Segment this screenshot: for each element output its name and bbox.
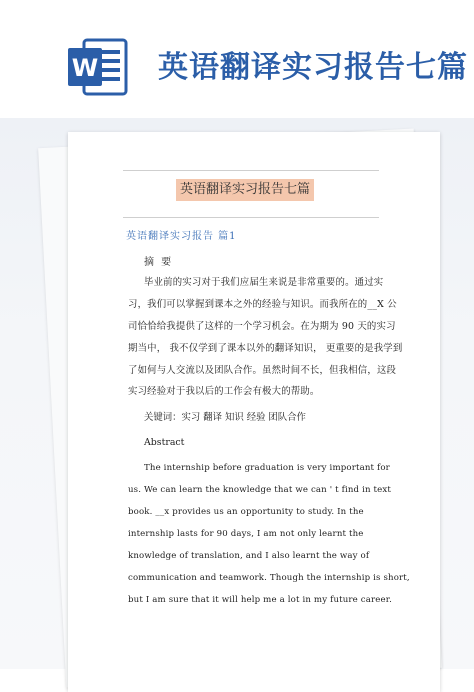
abstract-cn-line: 了如何与人交流以及团队合作。虽然时间不长，但我相信，这段 [128, 365, 397, 376]
abstract-en-line: but I am sure that it will help me a lot in my future career. [128, 595, 392, 605]
abstract-en-line: The internship before graduation is very important for [144, 463, 390, 473]
word-document-icon [66, 38, 128, 96]
abstract-en-line: communication and teamwork. Though the internship is short, [128, 573, 410, 583]
title-frame [123, 170, 379, 218]
banner-title: 英语翻译实习报告七篇 [158, 50, 468, 85]
abstract-cn-line: 期当中， 我不仅学到了课本以外的翻译知识， 更重要的是我学到 [128, 343, 403, 354]
abstract-cn-line: 司恰恰给我提供了这样的一个学习机会。在为期为 90 天的实习 [128, 321, 396, 332]
section-subheading: 英语翻译实习报告 篇1 [126, 231, 237, 242]
abstract-en-line: book. __x provides us an opportunity to study. In the [128, 507, 364, 517]
keywords-line: 关键词：实习 翻译 知识 经验 团队合作 [144, 412, 306, 423]
abstract-en-line: internship lasts for 90 days, I am not only learnt the [128, 529, 364, 539]
abstract-en-label: Abstract [144, 437, 185, 448]
document-title: 英语翻译实习报告七篇 [176, 179, 314, 201]
svg-text:W: W [71, 54, 99, 82]
abstract-cn-label: 摘 要 [144, 257, 174, 268]
abstract-cn-line: 实习经验对于我以后的工作会有极大的帮助。 [128, 386, 320, 397]
abstract-en-line: us. We can learn the knowledge that we can ' t find in text [128, 485, 391, 495]
abstract-cn-line: 习，我们可以掌握到课本之外的经验与知识。而我所在的__X 公 [128, 299, 397, 310]
abstract-cn-line: 毕业前的实习对于我们应届生来说是非常重要的。通过实 [144, 277, 384, 288]
document-page [68, 132, 440, 692]
abstract-en-line: knowledge of translation, and I also learnt the way of [128, 551, 370, 561]
banner-header [0, 0, 474, 118]
